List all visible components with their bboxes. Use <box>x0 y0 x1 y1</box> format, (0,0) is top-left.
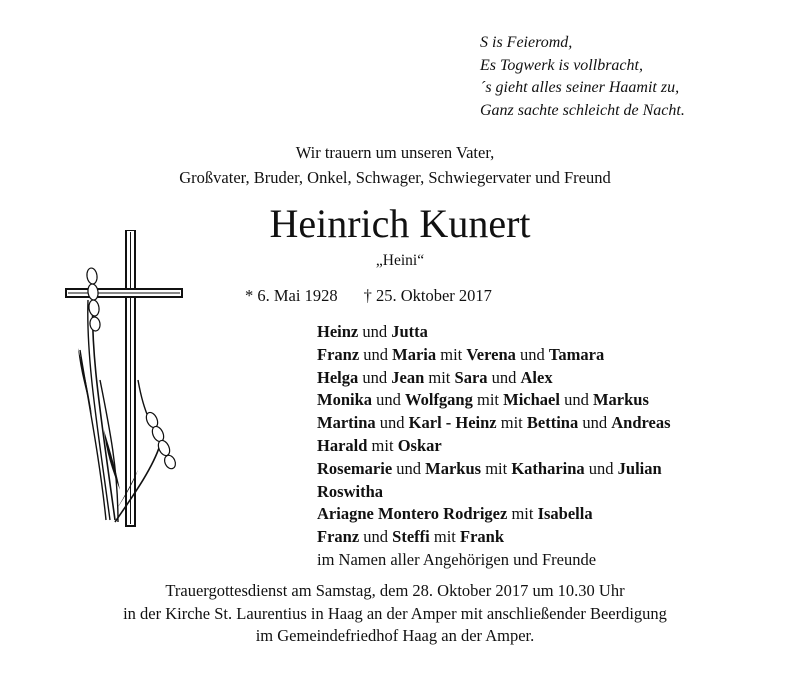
family-connector: und <box>358 367 392 387</box>
cross-with-wheat-icon <box>60 230 190 530</box>
family-member-name: Markus <box>592 390 649 410</box>
family-member-name: Maria <box>392 344 437 364</box>
poem <box>480 32 770 122</box>
family-member-name: Michael <box>503 390 560 410</box>
family-member-name: Markus <box>425 458 482 478</box>
intro-text <box>0 140 790 190</box>
family-member-name: Jean <box>391 367 425 387</box>
family-member-name: Katharina <box>511 458 585 478</box>
family-member-name: Monika <box>317 390 373 410</box>
family-line <box>317 549 777 572</box>
poem-line: ´s gieht alles seiner Haamit zu, <box>480 79 680 96</box>
family-member-name: Tamara <box>548 344 605 364</box>
family-connector: und <box>392 458 426 478</box>
family-connector: und <box>487 367 521 387</box>
family-connector: mit <box>507 504 538 524</box>
family-member-name: Martina <box>317 413 376 433</box>
poem-line: S is Feieromd, <box>480 34 573 51</box>
family-member-name: Andreas <box>611 413 671 433</box>
family-member-name: Harald <box>317 435 368 455</box>
family-connector: mit <box>424 367 455 387</box>
family-connector: und <box>515 344 549 364</box>
family-line <box>317 389 777 412</box>
family-member-name: Heinz <box>317 322 359 341</box>
family-line <box>317 367 777 390</box>
family-connector: mit <box>367 435 398 455</box>
family-member-name: Isabella <box>537 504 593 524</box>
family-line <box>317 458 777 481</box>
life-dates <box>245 284 565 308</box>
intro-line: Wir trauern um unseren Vater, <box>295 143 495 162</box>
family-line <box>317 526 777 549</box>
family-member-name: Roswitha <box>317 481 384 501</box>
family-connector: mit <box>472 390 504 410</box>
service-line: im Gemeindefriedhof Haag an der Amper. <box>255 626 535 645</box>
family-member-name: Frank <box>460 527 505 547</box>
family-member-name: Oskar <box>397 435 442 455</box>
family-connector: und <box>578 413 612 433</box>
poem-line: Es Togwerk is vollbracht, <box>480 56 643 74</box>
family-member-name: Sara <box>454 367 488 387</box>
family-member-name: Wolfgang <box>405 390 473 410</box>
family-member-name: Alex <box>520 367 553 387</box>
service-info <box>0 580 790 648</box>
family-line <box>317 344 777 367</box>
family-connector: mit <box>496 413 527 433</box>
family-line <box>317 481 777 504</box>
family-line <box>317 435 777 458</box>
family-member-name: Karl - Heinz <box>408 413 497 433</box>
family-connector: im Namen aller Angehörigen und Freunde <box>317 549 597 569</box>
family-connector: und <box>359 344 393 364</box>
intro-line: Großvater, Bruder, Onkel, Schwager, Schwiegervater und Freund <box>179 168 611 187</box>
service-line: in der Kirche St. Laurentius in Haag an der Amper mit anschließender Beerdigung <box>123 603 667 623</box>
family-line <box>317 321 777 344</box>
family-connector: und <box>584 458 618 478</box>
service-line: Trauergottesdienst am Samstag, dem 28. Oktober 2017 um 10.30 Uhr <box>165 581 625 600</box>
family-line <box>317 503 777 526</box>
family-member-name: Franz <box>317 527 360 547</box>
family-connector: mit <box>436 344 467 364</box>
deceased-name: Heinrich Kunert <box>269 201 531 246</box>
family-connector: mit <box>481 458 512 478</box>
family-member-name: Ariagne Montero Rodrigez <box>317 504 508 524</box>
family-member-name: Verena <box>466 344 516 364</box>
family-member-name: Steffi <box>392 527 430 547</box>
family-list <box>317 321 777 572</box>
family-connector: mit <box>429 527 460 547</box>
family-member-name: Helga <box>317 367 359 387</box>
family-line <box>317 412 777 435</box>
family-member-name: Rosemarie <box>317 458 393 478</box>
family-member-name: Franz <box>317 344 360 364</box>
family-member-name: Jutta <box>391 322 428 341</box>
family-connector: und <box>359 527 393 547</box>
birth-date: * 6. Mai 1928 <box>245 286 338 305</box>
family-member-name: Bettina <box>526 413 579 433</box>
family-connector: und <box>358 322 392 341</box>
nickname: „Heini“ <box>375 252 425 269</box>
family-connector: und <box>559 390 593 410</box>
family-connector: und <box>375 413 409 433</box>
poem-line: Ganz sachte schleicht de Nacht. <box>480 101 685 119</box>
death-date: † 25. Oktober 2017 <box>363 286 492 305</box>
family-connector: und <box>372 390 406 410</box>
family-member-name: Julian <box>617 458 662 478</box>
